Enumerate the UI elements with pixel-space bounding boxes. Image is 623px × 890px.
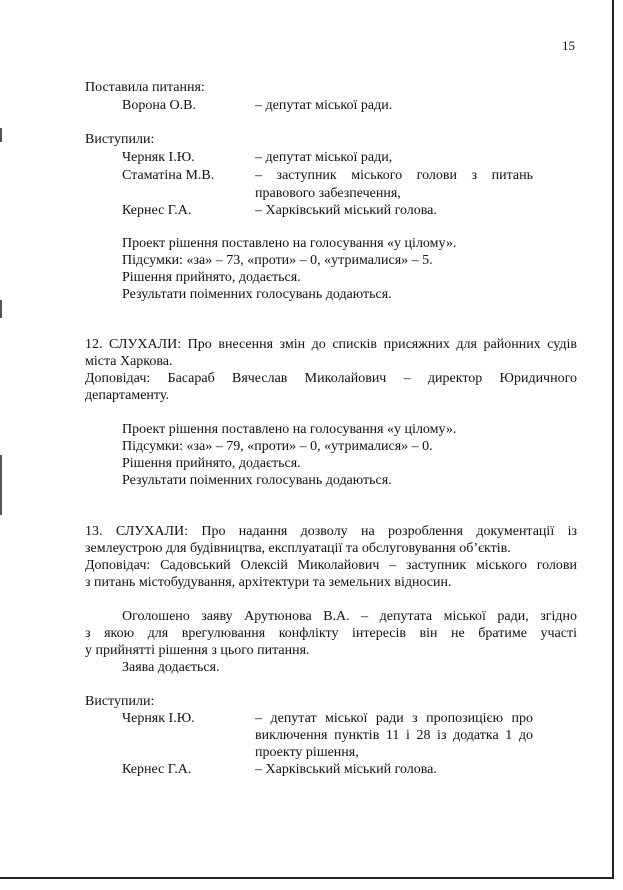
item-13-reporter: Доповідач: Садовський Олексій Миколайович – заступник міського голови: [85, 558, 577, 573]
item-13-title-cont: землеустрою для будівництва, експлуатації та обслуговування об’єктів.: [85, 541, 511, 556]
vote-results: Підсумки: «за» – 73, «проти» – 0, «утрималися» – 5.: [122, 253, 433, 268]
statement-paragraph-end: у прийнятті рішення з цього питання.: [85, 643, 310, 658]
speaker-role: – Харківський міський голова.: [255, 203, 437, 218]
item-12-title: 12. СЛУХАЛИ: Про внесення змін до списків присяжних для районних судів: [85, 337, 577, 352]
scan-edge-mark: [0, 455, 2, 515]
vote-line: Проект рішення поставлено на голосування «у цілому».: [122, 422, 457, 437]
roll-call-line: Результати поіменних голосувань додаються.: [122, 473, 392, 488]
attachment-note: Заява додається.: [122, 660, 220, 675]
speakers-heading: Виступили:: [85, 132, 155, 147]
scan-edge-bottom: [0, 877, 614, 879]
item-13-title: 13. СЛУХАЛИ: Про надання дозволу на розроблення документації із: [85, 524, 577, 539]
item-12-reporter: Доповідач: Басараб Вячеслав Миколайович – директор Юридичного: [85, 371, 577, 386]
speaker-name: Кернес Г.А.: [122, 203, 192, 218]
item-13-reporter-cont: з питань містобудування, архітектури та земельних відносин.: [85, 575, 452, 590]
roll-call-line: Результати поіменних голосувань додаються.: [122, 287, 392, 302]
speaker-role: – Харківський міський голова.: [255, 762, 437, 777]
statement-paragraph: Оголошено заяву Арутюнова В.А. – депутата міської ради, згідно: [122, 609, 577, 624]
page-number: 15: [562, 38, 575, 53]
speaker-role-cont: правового забезпечення,: [255, 186, 401, 201]
statement-paragraph-cont: з якою для врегулювання конфлікту інтересів він не братиме участі: [85, 626, 577, 641]
speaker-name: Черняк І.Ю.: [122, 711, 195, 726]
speaker-role: – депутат міської ради з пропозицією про: [255, 711, 533, 726]
speaker-role: – депутат міської ради.: [255, 98, 393, 113]
speaker-name: Кернес Г.А.: [122, 762, 192, 777]
speakers-heading: Виступили:: [85, 694, 155, 709]
item-12-reporter-cont: департаменту.: [85, 388, 169, 403]
speaker-name: Стаматіна М.В.: [122, 168, 215, 183]
vote-line: Проект рішення поставлено на голосування «у цілому».: [122, 236, 457, 251]
vote-results: Підсумки: «за» – 79, «проти» – 0, «утрималися» – 0.: [122, 439, 433, 454]
decision-line: Рішення прийнято, додається.: [122, 270, 301, 285]
speaker-role-cont: проекту рішення,: [255, 745, 359, 760]
scan-edge-mark: [0, 300, 2, 318]
decision-line: Рішення прийнято, додається.: [122, 456, 301, 471]
item-12-title-cont: міста Харкова.: [85, 354, 173, 369]
speaker-role-cont: виключення пунктів 11 і 28 із додатка 1 до: [255, 728, 533, 743]
scan-edge-right: [612, 0, 614, 878]
speaker-name: Черняк І.Ю.: [122, 150, 195, 165]
speaker-role: – депутат міської ради,: [255, 150, 393, 165]
raised-question-heading: Поставила питання:: [85, 80, 205, 95]
speaker-name: Ворона О.В.: [122, 98, 196, 113]
speaker-role: – заступник міського голови з питань: [255, 168, 533, 183]
scan-edge-mark: [0, 128, 2, 142]
